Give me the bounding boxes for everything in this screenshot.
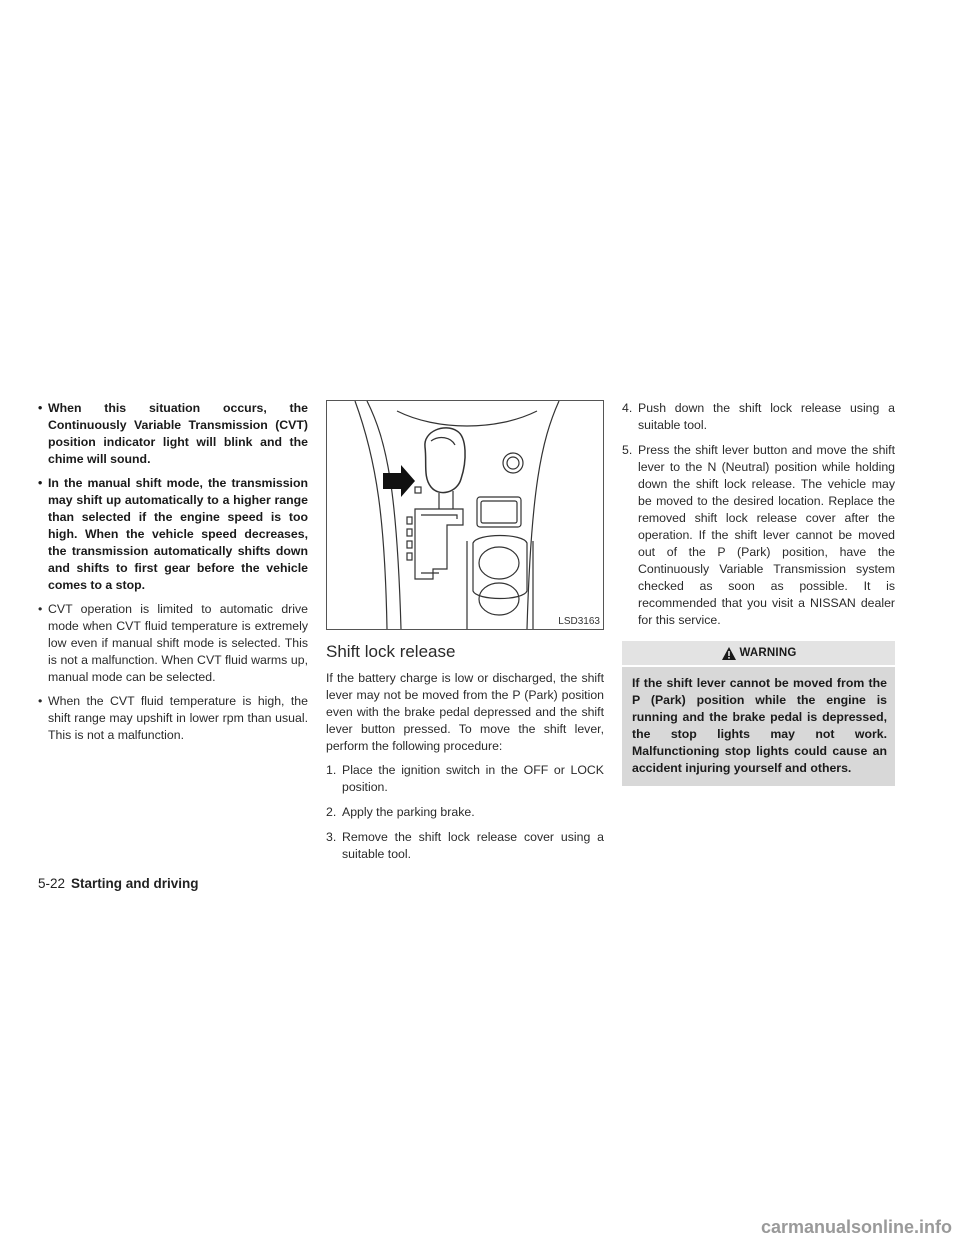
column-2 [326,400,604,871]
caution-bullets [38,400,308,744]
console-drawing [327,401,603,629]
intro-paragraph: If the battery charge is low or discharged, the shift lever may not be moved from the P (Park) position even with the brake pedal depressed and the shift lever button pressed. To move the shift lever, perform the following procedure: [326,671,604,753]
step-item: 3. Remove the shift lock release cover using a suitable tool. [326,830,604,861]
bullet-item: • When the CVT fluid temperature is high, the shift range may upshift in lower rpm than usual. This is not a malfunction. [38,694,308,742]
figure-code: LSD3163 [558,616,600,627]
bullet-item: • When this situation occurs, the Continuously Variable Transmission (CVT) position indicator light will blink and the chime will sound. [38,401,308,466]
procedure-steps-2 [622,400,895,629]
bullet-item: • In the manual shift mode, the transmission may shift up automatically to a higher range than selected if the engine speed is too high. When the vehicle speed decreases, the transmission automatically shifts down and shifts to first gear before the vehicle comes to a stop. [38,476,308,592]
step-item: 5. Press the shift lever button and move the shift lever to the N (Neutral) position while holding down the shift lock release. The vehicle may be moved to the desired location. Replace the removed shift lock release cover after the operation. If the shift lever cannot be moved out of the P (Park) position, have the Continuously Variable Transmission system checked as soon as possible. It is recommended that you visit a NISSAN dealer for this service. [622,443,895,627]
bullet-dot: • [38,602,43,616]
bullet-dot: • [38,401,43,415]
page-footer [38,876,199,891]
footer-section-title: Starting and driving [71,876,199,891]
warning-triangle-icon [721,646,737,661]
step-item: 1. Place the ignition switch in the OFF or LOCK position. [326,763,604,794]
bullet-item: • CVT operation is limited to automatic drive mode when CVT fluid temperature is extremely low even if manual shift mode is selected. This is not a malfunction. When CVT fluid warms up, manual mode can be selected. [38,602,308,684]
watermark: carmanualsonline.info [760,1217,952,1237]
procedure-steps-1 [326,762,604,863]
column-3 [622,400,895,786]
warning-box [622,641,895,786]
step-item: 2. Apply the parking brake. [326,805,475,819]
warning-header [622,641,895,665]
bullet-dot: • [38,476,43,490]
step-item: 4. Push down the shift lock release using a suitable tool. [622,401,895,432]
warning-label: WARNING [739,647,797,659]
warning-text: If the shift lever cannot be moved from the P (Park) position while the engine is running and the brake pedal is depressed, the stop lights may not work. Malfunctioning stop lights could cause an accident injuring yourself and others. [622,667,895,786]
bullet-dot: • [38,694,43,708]
page-number: 5-22 [38,876,66,891]
column-1 [38,400,308,751]
arrow-icon [383,465,415,497]
section-title: Shift lock release [326,642,456,661]
shift-lever-illustration [326,400,604,630]
